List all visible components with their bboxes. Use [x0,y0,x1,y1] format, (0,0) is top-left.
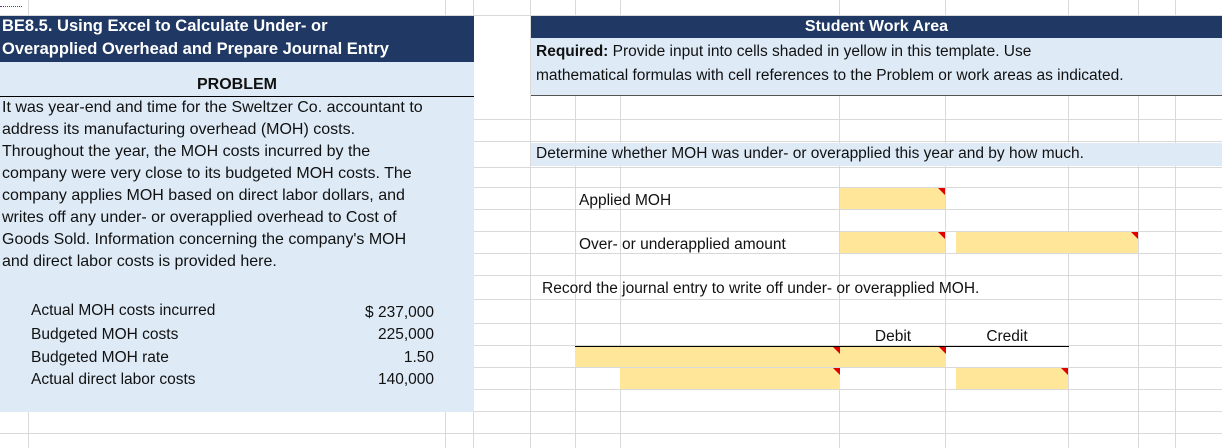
comment-indicator-icon [939,347,946,354]
problem-paragraph-line: company applies MOH based on direct labor dollars, and [2,187,405,204]
actual-moh-label: Actual MOH costs incurred [31,302,216,319]
problem-title-line-2: Overapplied Overhead and Prepare Journal Entry [2,40,389,58]
required-text [536,40,1031,64]
comment-indicator-icon [833,347,840,354]
problem-paragraph-line: company were very close to its budgeted MOH costs. The [2,165,412,182]
applied-moh-label: Applied MOH [579,192,672,209]
problem-paragraph [2,97,474,273]
comment-indicator-icon [938,232,945,239]
required-line-1: Provide input into cells shaded in yellow in this template. Use [608,43,1032,60]
applied-moh-input[interactable] [840,188,945,209]
over-under-type-input[interactable] [956,232,1138,253]
determine-instruction: Determine whether MOH was under- or overapplied this year and by how much. [536,145,1084,162]
comment-indicator-icon [1131,232,1138,239]
budgeted-moh-label: Budgeted MOH costs [31,326,179,343]
problem-paragraph-line: writes off any under- or overapplied overhead to Cost of [2,209,397,226]
journal-debit-account-input[interactable] [575,347,840,367]
required-label: Required: [536,43,609,60]
comment-indicator-icon [938,188,945,195]
budgeted-rate-label: Budgeted MOH rate [31,349,169,366]
journal-credit-amount-input[interactable] [956,368,1068,389]
problem-title-line-1: BE8.5. Using Excel to Calculate Under- or [2,17,328,35]
comment-indicator-icon [833,368,840,375]
work-area-title: Student Work Area [531,16,1222,38]
budgeted-rate-value[interactable]: 1.50 [403,349,434,366]
required-underline [531,95,1222,96]
problem-paragraph-line: Goods Sold. Information concerning the company's MOH [2,231,407,248]
journal-debit-amount-input[interactable] [840,347,946,367]
credit-header: Credit [986,328,1028,345]
cell-selection-mark [0,6,22,7]
actual-labor-label: Actual direct labor costs [31,371,196,388]
debit-header: Debit [874,328,912,345]
required-line-2: mathematical formulas with cell references to the Problem or work areas as indicated. [536,67,1124,84]
problem-paragraph-line: and direct labor costs is provided here. [2,253,277,270]
problem-paragraph-line: Throughout the year, the MOH costs incurred by the [2,143,371,160]
comment-indicator-icon [1061,368,1068,375]
over-under-label: Over- or underapplied amount [579,236,786,253]
journal-credit-account-input[interactable] [620,368,840,389]
problem-section-label: PROBLEM [197,76,277,93]
problem-paragraph-line: It was year-end and time for the Sweltzer Co. accountant to [2,99,423,116]
actual-labor-value[interactable]: 140,000 [377,371,434,388]
actual-moh-value[interactable]: $ 237,000 [365,304,434,321]
over-under-amount-input[interactable] [840,232,945,253]
record-instruction: Record the journal entry to write off under- or overapplied MOH. [542,280,980,297]
problem-paragraph-line: address its manufacturing overhead (MOH) costs. [2,121,356,138]
budgeted-moh-value[interactable]: 225,000 [377,326,434,343]
